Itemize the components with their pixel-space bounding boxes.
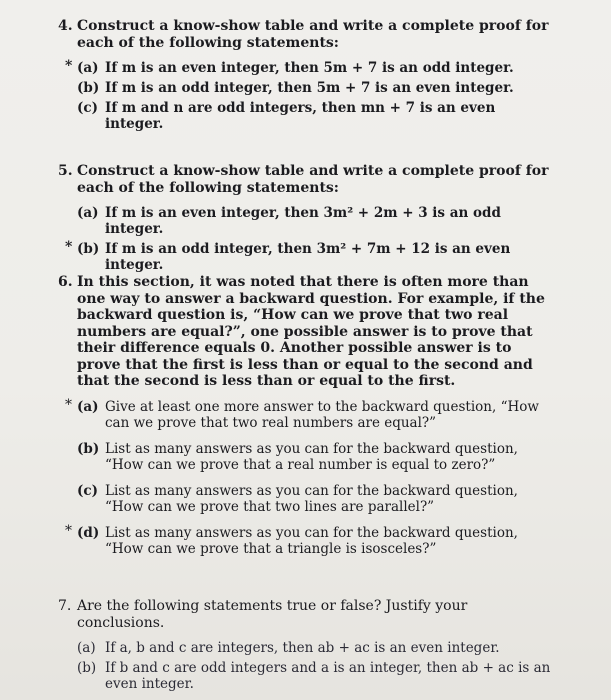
problem-statement: Are the following statements true or false? Justify your conclusions. <box>77 598 468 631</box>
problem-part-a <box>77 205 556 237</box>
part-label: (d) <box>77 524 100 541</box>
problem-statement: Construct a know-show table and write a complete proof for each of the following statements: <box>77 163 549 196</box>
problem-5 <box>58 163 556 277</box>
problem-part-b <box>77 660 556 692</box>
part-text: If a, b and c are integers, then ab + ac is an even integer. <box>105 640 500 656</box>
problem-part-b <box>65 239 556 273</box>
part-text: If m and n are odd integers, then mn + 7 is an even integer. <box>105 100 496 132</box>
problem-part-d <box>65 522 556 557</box>
part-text: If b and c are odd integers and a is an integer, then ab + ac is an even integer. <box>105 660 551 692</box>
problem-parts <box>65 58 556 132</box>
part-label: (c) <box>77 100 98 116</box>
part-label: (b) <box>77 241 100 257</box>
problem-parts <box>77 640 556 692</box>
part-text: List as many answers as you can for the backward question, “How can we prove that a real number is equal to zero?” <box>105 440 518 473</box>
part-text: List as many answers as you can for the backward question, “How can we prove that a triangle is isosceles?” <box>105 524 518 557</box>
part-label: (a) <box>77 60 99 76</box>
star-mark: * <box>65 396 72 413</box>
part-label: (c) <box>77 482 98 499</box>
part-text: If m is an odd integer, then 3m² + 7m + 12 is an even integer. <box>105 241 511 273</box>
problem-number: 4. <box>58 18 73 34</box>
part-label: (b) <box>77 660 97 676</box>
problem-statement: In this section, it was noted that there is often more than one way to answer a backward question. For example, if the backward question is, “How can we prove that two real numbers are equal?”, one possible answer is to prove that their difference equals 0. Another possible answer is to prove that the first is less than or equal to the second and that the second is less than or equal to the first. <box>77 274 545 389</box>
part-label: (a) <box>77 640 96 656</box>
problem-parts <box>65 205 556 273</box>
problem-4 <box>58 18 556 136</box>
problem-part-a <box>65 58 556 76</box>
part-text: If m is an even integer, then 5m + 7 is an odd integer. <box>105 60 514 76</box>
star-mark: * <box>65 522 72 539</box>
problem-part-b <box>77 441 556 473</box>
part-label: (b) <box>77 440 100 457</box>
part-label: (b) <box>77 80 100 96</box>
part-text: List as many answers as you can for the backward question, “How can we prove that two lines are parallel?” <box>105 482 518 515</box>
problem-part-a <box>77 640 556 656</box>
part-text: If m is an even integer, then 3m² + 2m + 3 is an odd integer. <box>105 205 501 237</box>
problem-part-a <box>65 396 556 431</box>
part-text: Give at least one more answer to the backward question, “How can we prove that two real numbers are equal?” <box>105 398 539 431</box>
star-mark: * <box>65 58 73 74</box>
problem-parts <box>65 396 556 557</box>
problem-6 <box>58 274 556 567</box>
problem-number: 6. <box>58 274 73 290</box>
problem-7 <box>58 598 556 696</box>
problem-part-c <box>77 100 556 132</box>
problem-number: 7. <box>58 598 72 614</box>
star-mark: * <box>65 239 73 255</box>
problem-part-b <box>77 80 556 96</box>
problem-statement: Construct a know-show table and write a complete proof for each of the following statements: <box>77 18 549 51</box>
part-label: (a) <box>77 205 99 221</box>
problem-number: 5. <box>58 163 73 179</box>
part-text: If m is an odd integer, then 5m + 7 is an even integer. <box>105 80 514 96</box>
problem-part-c <box>77 483 556 515</box>
part-label: (a) <box>77 398 99 415</box>
